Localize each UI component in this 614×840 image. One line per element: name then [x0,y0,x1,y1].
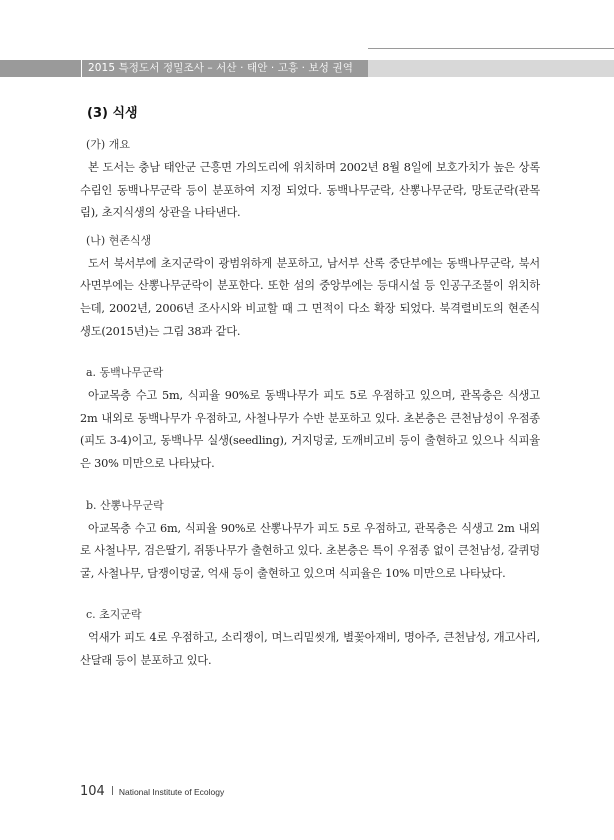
subsection-camellia-community [80,365,540,475]
footer-organization: National Institute of Ecology [118,787,225,797]
subsection-heading: a. 동백나무군락 [86,366,164,380]
footer-divider [112,786,113,795]
subsection-mulberry-community [80,498,540,586]
running-header-title: 2015 특정도서 정밀조사 – 서산 · 태안 · 고흥 · 보성 권역 [88,62,353,74]
paragraph: 본 도서는 충남 태안군 근흥면 가의도리에 위치하며 2002년 8월 8일에 보호가치가 높은 상록수림인 동백나무군락 등이 분포하여 지정 되었다. 동백나무군락, 산뽕나무군락, 망토군락(관목림), 초지식생의 상관을 나타낸다. [80,161,540,220]
page-footer [80,780,224,799]
paragraph: 억새가 피도 4로 우점하고, 소리쟁이, 며느리밑씻개, 별꽃아재비, 명아주, 큰천남성, 개고사리, 산달래 등이 분포하고 있다. [80,631,540,667]
subsection-heading: c. 초지군락 [86,608,142,622]
paragraph: 아교목층 수고 5m, 식피율 90%로 동백나무가 피도 5로 우점하고 있으며, 관목층은 식생고 2m 내외로 동백나무가 우점하고, 사철나무가 수반 분포하고 있다. 초본층은 큰천남성이 우점종(피도 3-4)이고, 동백나무 실생(seedling), 거지덩굴, 도깨비고비 등이 출현하고 있으나 식피율은 30% 미만으로 나타났다. [80,389,540,470]
page-number: 104 [80,784,105,799]
header-rule-line [368,48,614,49]
subsection-overview [80,137,540,225]
subsection-current-vegetation [80,233,540,343]
subsection-heading: (나) 현존식생 [86,233,152,247]
running-header-divider [81,60,82,77]
page-body [80,102,540,673]
section-title: (3) 식생 [87,106,138,121]
paragraph: 도서 북서부에 초지군락이 광범위하게 분포하고, 남서부 산록 중단부에는 동백나무군락, 북서사면부에는 산뽕나무군락이 분포한다. 또한 섬의 중앙부에는 등대시설 등 인공구조물이 위치하는데, 2002년, 2006년 조사시와 비교할 때 그 면적이 다소 확장 되었다. 북격렬비도의 현존식생도(2015년)는 그림 38과 같다. [80,256,540,338]
subsection-heading: (가) 개요 [86,138,130,151]
running-header-band [0,60,614,77]
paragraph: 아교목층 수고 6m, 식피율 90%로 산뽕나무가 피도 5로 우점하고, 관목층은 식생고 2m 내외로 사철나무, 검은딸기, 쥐똥나무가 출현하고 있다. 초본층은 특이 우점종 없이 큰천남성, 갈퀴덩굴, 사철나무, 담쟁이덩굴, 억새 등이 출현하고 있으며 식피율은 10% 미만으로 나타났다. [80,521,540,580]
subsection-grassland-community [80,607,540,672]
subsection-heading: b. 산뽕나무군락 [86,498,164,512]
running-header-band-light-segment [368,60,614,77]
